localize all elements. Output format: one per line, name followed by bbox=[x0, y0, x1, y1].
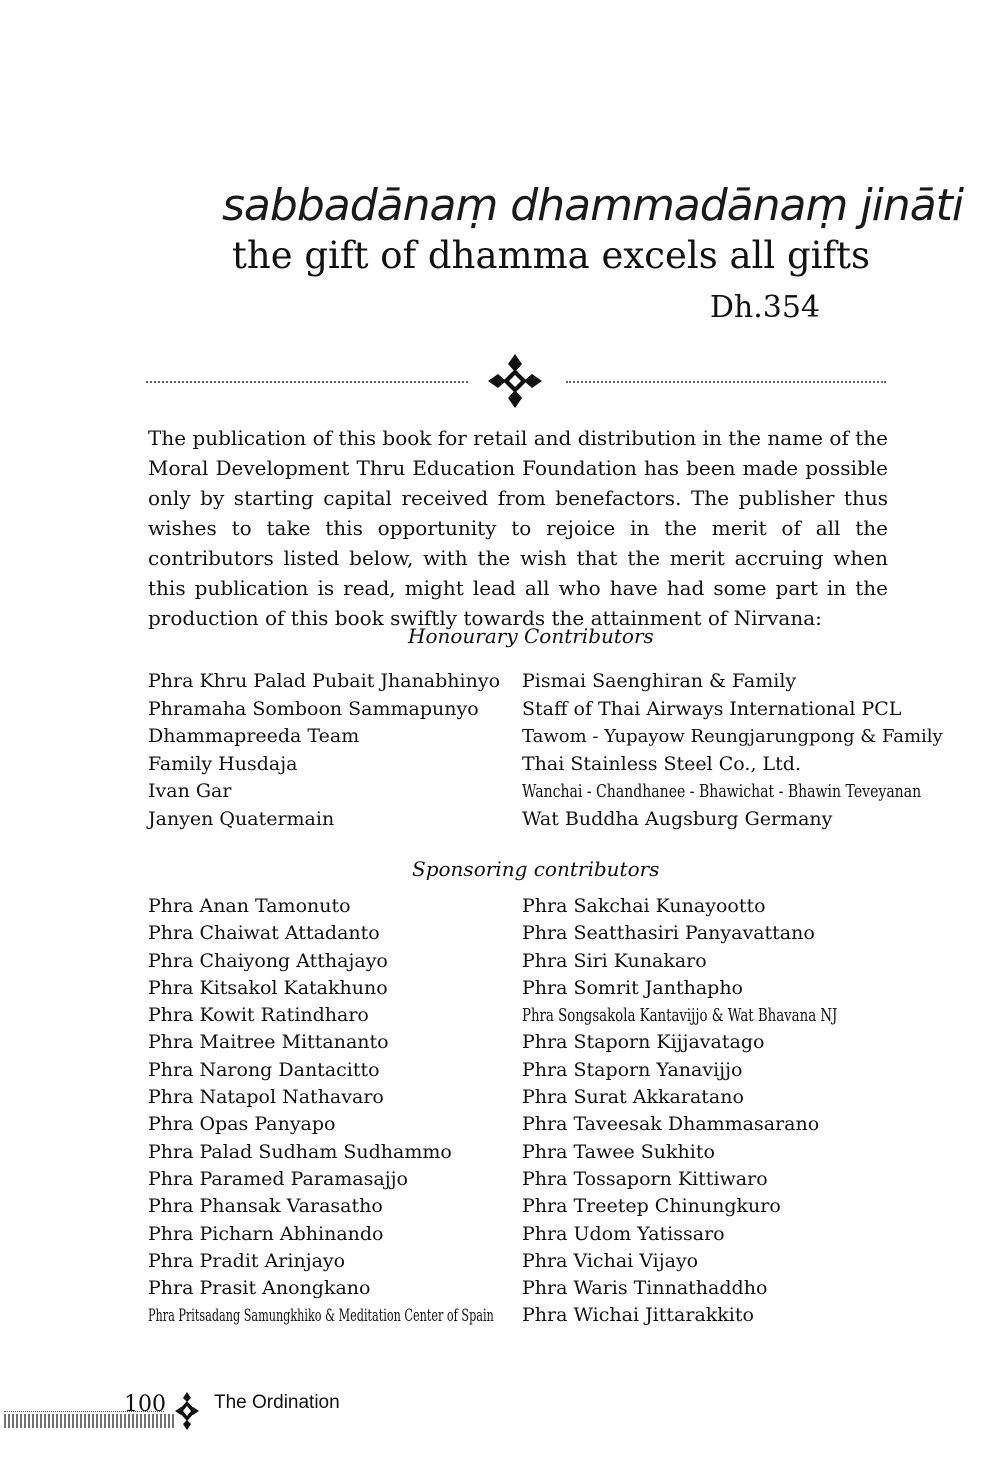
footer-ornament-icon bbox=[172, 1390, 202, 1432]
list-item: Staff of Thai Airways International PCL bbox=[522, 697, 902, 720]
list-item-text: Phra Pritsadang Samungkhiko & Meditation Center of Spain bbox=[148, 1306, 494, 1327]
sponsoring-heading: Sponsoring contributors bbox=[412, 857, 660, 881]
list-item: Phra Taveesak Dhammasarano bbox=[522, 1113, 820, 1136]
list-item: Phra Seatthasiri Panyavattano bbox=[522, 922, 815, 945]
list-item: Phra Natapol Nathavaro bbox=[148, 1086, 384, 1109]
list-item: Phra Pradit Arinjayo bbox=[148, 1249, 346, 1272]
list-item: Phra Khru Palad Pubait Jhanabhinyo bbox=[148, 670, 501, 692]
honourary-left-list bbox=[148, 668, 500, 833]
sponsoring-right-list bbox=[522, 893, 948, 1330]
list-item-text: Phra Songsakola Kantavijjo & Wat Bhavana NJ bbox=[522, 1005, 838, 1027]
list-item: Phra Maitree Mittananto bbox=[148, 1031, 389, 1054]
divider-right bbox=[566, 381, 886, 383]
list-item: Phra Kowit Ratindharo bbox=[148, 1004, 369, 1027]
list-item-text: Wanchai - Chandhanee - Bhawichat - Bhawin Teveyanan bbox=[522, 781, 922, 802]
verse-translation: the gift of dhamma excels all gifts bbox=[232, 234, 871, 277]
list-item: Phra Udom Yatissaro bbox=[522, 1222, 725, 1245]
list-item: Phra Vichai Vijayo bbox=[522, 1249, 699, 1272]
list-item: Phra Kitsakol Katakhuno bbox=[148, 976, 388, 999]
list-item: Phra Paramed Paramasajjo bbox=[148, 1167, 408, 1190]
list-item: Phramaha Somboon Sammapunyo bbox=[148, 697, 479, 720]
list-item: Phra Staporn Yanavijjo bbox=[522, 1058, 743, 1081]
list-item: Phra Prasit Anongkano bbox=[148, 1277, 371, 1300]
list-item: Phra Chaiyong Atthajayo bbox=[148, 949, 388, 972]
page-number: 100 bbox=[124, 1392, 166, 1417]
book-title: The Ordination bbox=[214, 1392, 340, 1413]
verse-reference: Dh.354 bbox=[709, 290, 820, 325]
list-item: Phra Palad Sudham Sudhammo bbox=[148, 1140, 452, 1163]
list-item: Phra Tawee Sukhito bbox=[522, 1140, 715, 1163]
list-item: Thai Stainless Steel Co., Ltd. bbox=[522, 752, 801, 775]
list-item: Phra Opas Panyapo bbox=[148, 1113, 336, 1136]
intro-paragraph: The publication of this book for retail and distribution in the name of the Moral Development Thru Education Foundation has been made possible only by starting capital received from benefactors. The publisher thus wishes to take this opportunity to rejoice in the merit of all the contributors listed below, with the wish that the merit accruing when this publication is read, might lead all who have had some part in the production of this book swiftly towards the attainment of Nirvana: bbox=[148, 426, 888, 630]
pali-verse: sabbadānaṃ dhammadānaṃ jināti bbox=[222, 180, 964, 231]
list-item: Phra Staporn Kijjavatago bbox=[522, 1031, 765, 1054]
list-item bbox=[522, 1002, 948, 1029]
list-item: Phra Picharn Abhinando bbox=[148, 1222, 384, 1245]
list-item bbox=[522, 778, 1000, 806]
list-item: Wat Buddha Augsburg Germany bbox=[522, 807, 833, 830]
list-item: Phra Narong Dantacitto bbox=[148, 1058, 380, 1081]
list-item: Phra Anan Tamonuto bbox=[148, 895, 351, 917]
list-item: Phra Tossaporn Kittiwaro bbox=[522, 1167, 768, 1190]
honourary-right-list bbox=[522, 668, 1000, 833]
list-item: Janyen Quatermain bbox=[148, 807, 335, 830]
list-item: Phra Phansak Varasatho bbox=[148, 1195, 383, 1218]
list-item: Phra Chaiwat Attadanto bbox=[148, 922, 380, 945]
list-item: Phra Waris Tinnathaddho bbox=[522, 1277, 768, 1300]
list-item: Phra Wichai Jittarakkito bbox=[522, 1304, 754, 1327]
divider-left bbox=[146, 381, 468, 383]
ornament-icon bbox=[486, 352, 544, 410]
list-item: Phra Siri Kunakaro bbox=[522, 949, 707, 972]
list-item: Phra Treetep Chinungkuro bbox=[522, 1195, 781, 1218]
honourary-heading: Honourary Contributors bbox=[408, 624, 654, 648]
list-item: Phra Sakchai Kunayootto bbox=[522, 895, 766, 917]
list-item: Tawom - Yupayow Reungjarungpong & Family bbox=[522, 726, 943, 747]
list-item: Phra Somrit Janthapho bbox=[522, 976, 743, 999]
list-item: Phra Surat Akkaratano bbox=[522, 1086, 744, 1109]
list-item: Family Husdaja bbox=[148, 752, 298, 775]
list-item: Dhammapreeda Team bbox=[148, 725, 360, 747]
list-item: Ivan Gar bbox=[148, 780, 232, 802]
list-item: Pismai Saenghiran & Family bbox=[522, 670, 797, 692]
